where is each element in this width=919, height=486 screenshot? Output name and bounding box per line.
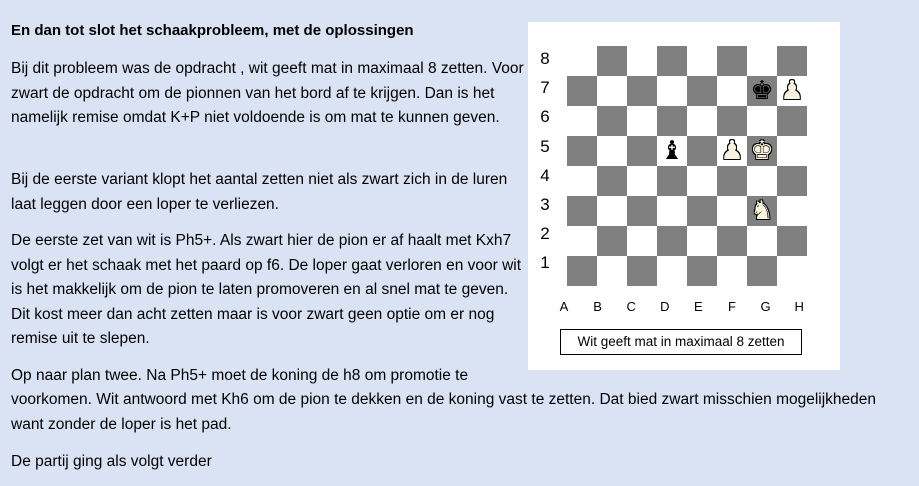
square-b1 bbox=[597, 256, 627, 286]
square-a5 bbox=[567, 136, 597, 166]
square-e2 bbox=[687, 226, 717, 256]
square-f3 bbox=[717, 196, 747, 226]
square-h7 bbox=[777, 76, 807, 106]
square-g1 bbox=[747, 256, 777, 286]
rank-label: 2 bbox=[540, 224, 550, 244]
square-d6 bbox=[657, 106, 687, 136]
file-label: D bbox=[660, 299, 670, 314]
square-f1 bbox=[717, 256, 747, 286]
square-h3 bbox=[777, 196, 807, 226]
square-g4 bbox=[747, 166, 777, 196]
square-a8 bbox=[567, 46, 597, 76]
file-label: G bbox=[760, 299, 771, 314]
paragraph-1: Bij dit probleem was de opdracht , wit geeft mat in maximaal 8 zetten. Voor zwart de opdracht om de pionnen van het bord af te krijgen. Dan is het namelijk remise omdat K+P niet voldoende is om mat te kunnen geven. bbox=[11, 60, 524, 126]
square-e7 bbox=[687, 76, 717, 106]
rank-label: 5 bbox=[540, 136, 550, 156]
square-g8 bbox=[747, 46, 777, 76]
square-g6 bbox=[747, 106, 777, 136]
paragraph-4-line-1: Op naar plan twee. Na Ph5+ moet de koning de h8 om promotie te bbox=[11, 367, 469, 384]
square-c5 bbox=[627, 136, 657, 166]
heading: En dan tot slot het schaakprobleem, met de oplossingen bbox=[11, 22, 414, 39]
square-e4 bbox=[687, 166, 717, 196]
square-d4 bbox=[657, 166, 687, 196]
square-a1 bbox=[567, 256, 597, 286]
white-pawn-icon: ♟ bbox=[780, 76, 804, 106]
square-f2 bbox=[717, 226, 747, 256]
paragraph-5: De partij ging als volgt verder bbox=[11, 453, 212, 470]
file-label: C bbox=[626, 299, 636, 314]
square-b5 bbox=[597, 136, 627, 166]
square-c7 bbox=[627, 76, 657, 106]
square-b2 bbox=[597, 226, 627, 256]
square-c2 bbox=[627, 226, 657, 256]
square-d8 bbox=[657, 46, 687, 76]
square-g2 bbox=[747, 226, 777, 256]
square-h6 bbox=[777, 106, 807, 136]
square-e6 bbox=[687, 106, 717, 136]
rank-label: 7 bbox=[540, 78, 550, 98]
square-h2 bbox=[777, 226, 807, 256]
square-b3 bbox=[597, 196, 627, 226]
file-label: H bbox=[794, 299, 804, 314]
square-f6 bbox=[717, 106, 747, 136]
square-a2 bbox=[567, 226, 597, 256]
rank-label: 6 bbox=[540, 107, 550, 127]
diagram-caption: Wit geeft mat in maximaal 8 zetten bbox=[560, 329, 802, 355]
square-d2 bbox=[657, 226, 687, 256]
file-label: F bbox=[728, 299, 736, 314]
square-b8 bbox=[597, 46, 627, 76]
square-d5 bbox=[657, 136, 687, 166]
square-f7 bbox=[717, 76, 747, 106]
paragraph-4-rest: voorkomen. Wit antwoord met Kh6 om de pion te dekken en de koning vast te zetten. Dat bied zwart misschien mogelijkheden want zonder de loper is het pad. bbox=[11, 391, 877, 433]
file-label: E bbox=[694, 299, 703, 314]
square-f8 bbox=[717, 46, 747, 76]
square-e8 bbox=[687, 46, 717, 76]
rank-label: 1 bbox=[540, 253, 550, 273]
square-a6 bbox=[567, 106, 597, 136]
black-bishop-icon: ♝ bbox=[660, 136, 684, 166]
square-a3 bbox=[567, 196, 597, 226]
file-label: A bbox=[559, 299, 569, 314]
paragraph-2: Bij de eerste variant klopt het aantal zetten niet als zwart zich in de luren laat leggen door een loper te verliezen. bbox=[11, 171, 508, 213]
square-e3 bbox=[687, 196, 717, 226]
square-c8 bbox=[627, 46, 657, 76]
rank-label: 3 bbox=[540, 195, 550, 214]
square-c4 bbox=[627, 166, 657, 196]
square-g3 bbox=[747, 196, 777, 226]
white-king-icon: ♚ bbox=[750, 136, 774, 166]
square-h4 bbox=[777, 166, 807, 196]
rank-label: 4 bbox=[540, 165, 550, 185]
paragraph-3: De eerste zet van wit is Ph5+. Als zwart hier de pion er af haalt met Kxh7 volgt er het schaak met het paard op f6. De loper gaat verloren en voor wit is het makkelijk om de pion te laten promoveren en al snel mat te geven. Dit kost meer dan acht zetten maar is voor zwart geen optie om er nog remise uit te slepen. bbox=[11, 232, 522, 347]
square-a4 bbox=[567, 166, 597, 196]
square-h8 bbox=[777, 46, 807, 76]
square-d1 bbox=[657, 256, 687, 286]
square-c1 bbox=[627, 256, 657, 286]
square-e5 bbox=[687, 136, 717, 166]
square-g5 bbox=[747, 136, 777, 166]
square-c6 bbox=[627, 106, 657, 136]
square-h5 bbox=[777, 136, 807, 166]
white-knight-icon: ♞ bbox=[750, 196, 774, 226]
square-b4 bbox=[597, 166, 627, 196]
chess-board bbox=[567, 46, 807, 286]
square-h1 bbox=[777, 256, 807, 286]
file-label: B bbox=[593, 299, 602, 314]
square-b7 bbox=[597, 76, 627, 106]
square-a7 bbox=[567, 76, 597, 106]
white-pawn-icon: ♟ bbox=[720, 136, 744, 166]
square-c3 bbox=[627, 196, 657, 226]
black-king-icon: ♚ bbox=[750, 76, 774, 106]
square-e1 bbox=[687, 256, 717, 286]
chess-diagram bbox=[528, 22, 840, 370]
square-g7 bbox=[747, 76, 777, 106]
rank-label: 8 bbox=[540, 49, 550, 68]
square-d7 bbox=[657, 76, 687, 106]
square-b6 bbox=[597, 106, 627, 136]
square-d3 bbox=[657, 196, 687, 226]
square-f5 bbox=[717, 136, 747, 166]
square-f4 bbox=[717, 166, 747, 196]
